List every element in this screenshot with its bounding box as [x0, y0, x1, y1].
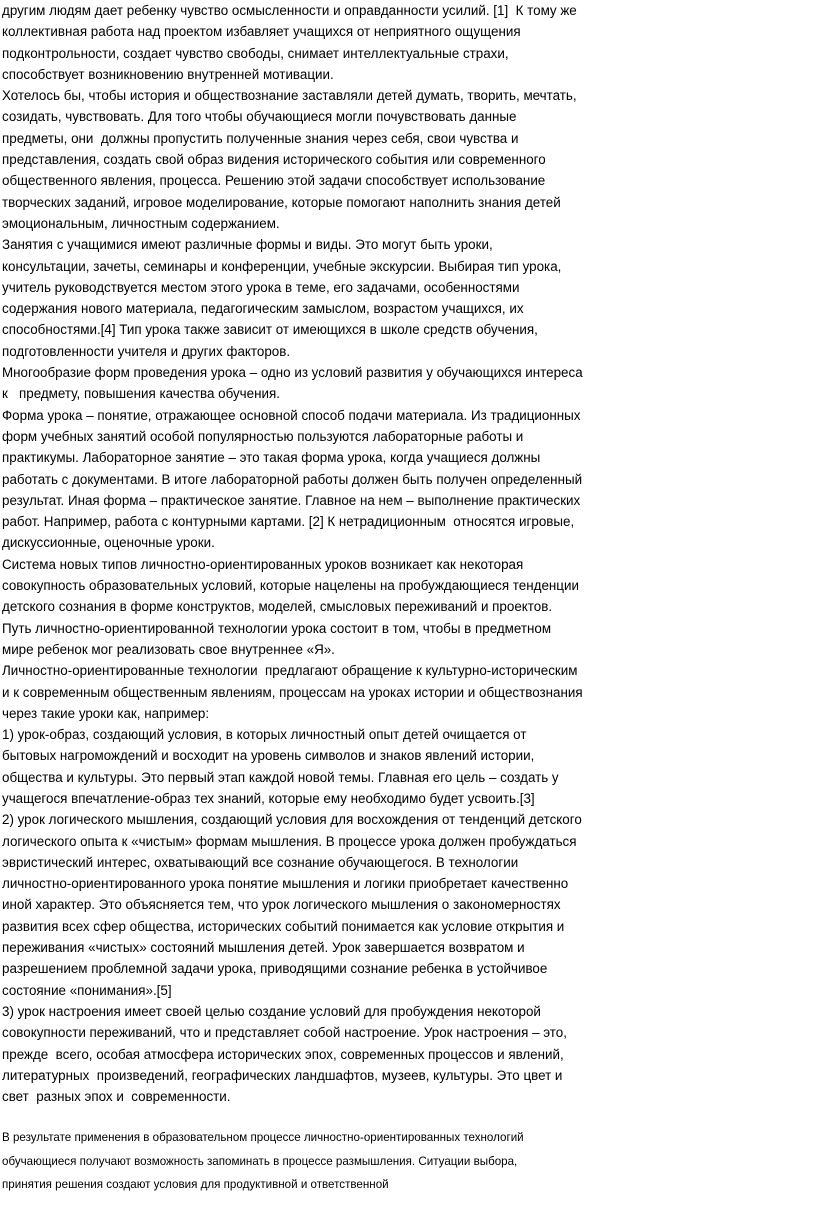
text-line: логического опыта к «чистым» формам мышления. В процессе урока должен пробуждаться: [2, 833, 577, 849]
text-line: консультации, зачеты, семинары и конференции, учебные экскурсии. Выбирая тип урока,: [2, 258, 562, 274]
text-line: учащегося впечатление-образ тех знаний, которые ему необходимо будет усвоить.[3]: [2, 790, 535, 806]
text-line: общественного явления, процесса. Решению этой задачи способствует использование: [2, 173, 546, 189]
closing-paragraph: [2, 1126, 814, 1197]
text-line: через такие уроки как, например:: [2, 705, 210, 721]
text-line: иной характер. Это объясняется тем, что урок логического мышления о закономерностях: [2, 897, 561, 913]
text-line: творческих заданий, игровое моделирование, которые помогают наполнить знания детей: [2, 194, 561, 210]
text-line: личностно-ориентированного урока понятие мышления и логики приобретает качественно: [2, 876, 569, 892]
text-line: созидать, чувствовать. Для того чтобы обучающиеся могли почувствовать данные: [2, 109, 517, 125]
text-line: свет разных эпох и современности.: [2, 1089, 231, 1105]
text-line: Форма урока – понятие, отражающее основной способ подачи материала. Из традиционных: [2, 407, 581, 423]
text-line: содержания нового материала, педагогическим замыслом, возрастом учащихся, их: [2, 301, 524, 317]
text-line: мире ребенок мог реализовать свое внутреннее «Я».: [2, 641, 335, 657]
closing-text-line: В результате применения в образовательном процессе личностно-ориентированных технологий: [2, 1131, 524, 1144]
text-line: Хотелось бы, чтобы история и обществознание заставляли детей думать, творить, мечтать,: [2, 88, 577, 104]
text-line: совокупности переживаний, что и представляет собой настроение. Урок настроения – это,: [2, 1025, 567, 1041]
text-line: практикумы. Лабораторное занятие – это такая форма урока, когда учащиеся должны: [2, 450, 541, 466]
text-line: развития всех сфер общества, исторических событий понимается как условие открытия и: [2, 918, 565, 934]
text-line: Путь личностно-ориентированной технологии урока состоит в том, чтобы в предметном: [2, 620, 552, 636]
text-line: состояние «понимания».[5]: [2, 982, 172, 998]
text-line: предметы, они должны пропустить полученные знания через себя, свои чувства и: [2, 130, 519, 146]
text-line: совокупность образовательных условий, которые нацелены на пробуждающиеся тенденции: [2, 578, 579, 594]
text-line: представления, создать свой образ видения исторического события или современного: [2, 152, 546, 168]
text-line: бытовых нагромождений и восходит на уровень символов и знаков явлений истории,: [2, 748, 535, 764]
text-line: детского сознания в форме конструктов, моделей, смысловых переживаний и проектов.: [2, 599, 553, 615]
text-line: Личностно-ориентированные технологии предлагают обращение к культурно-историческим: [2, 663, 578, 679]
text-line: к предмету, повышения качества обучения.: [2, 386, 280, 402]
text-line: способностями.[4] Тип урока также зависит от имеющихся в школе средств обучения,: [2, 322, 538, 338]
text-line: 1) урок-образ, создающий условия, в которых личностный опыт детей очищается от: [2, 727, 527, 743]
text-line: учитель руководствуется местом этого урока в теме, его задачами, особенностями: [2, 279, 520, 295]
text-line: результат. Иная форма – практическое занятие. Главное на нем – выполнение практических: [2, 492, 581, 508]
text-line: способствует возникновению внутренней мотивации.: [2, 66, 334, 82]
text-line: Система новых типов личностно-ориентированных уроков возникает как некоторая: [2, 556, 524, 572]
text-line: эвристический интерес, охватывающий все сознание обучающегося. В технологии: [2, 854, 519, 870]
text-line: Многообразие форм проведения урока – одно из условий развития у обучающихся интереса: [2, 365, 583, 381]
text-line: разрешением проблемной задачи урока, приводящими сознание ребенка в устойчивое: [2, 961, 548, 977]
text-line: переживания «чистых» состояний мышления детей. Урок завершается возвратом и: [2, 940, 525, 956]
closing-text-line: обучающиеся получают возможность запоминать в процессе размышления. Ситуации выбора,: [2, 1154, 518, 1168]
text-line: общества и культуры. Это первый этап каждой новой темы. Главная его цель – создать у: [2, 769, 559, 785]
document-body-text: [2, 0, 814, 1107]
text-line: форм учебных занятий особой популярностью пользуются лабораторные работы и: [2, 428, 524, 444]
text-line: эмоциональным, личностным содержанием.: [2, 215, 280, 231]
text-line: прежде всего, особая атмосфера исторических эпох, современных процессов и явлений,: [2, 1046, 564, 1062]
text-line: работ. Например, работа с контурными картами. [2] К нетрадиционным относятся игровые,: [2, 514, 575, 530]
closing-text-line: принятия решения создают условия для продуктивной и ответственной: [2, 1178, 389, 1192]
text-line: подконтрольности, создает чувство свободы, снимает интеллектуальные страхи,: [2, 45, 509, 61]
text-line: и к современным общественным явлениям, процессам на уроках истории и обществознания: [2, 684, 583, 700]
text-line: дискуссионные, оценочные уроки.: [2, 535, 215, 551]
text-line: 3) урок настроения имеет своей целью создание условий для пробуждения некоторой: [2, 1003, 541, 1019]
text-line: 2) урок логического мышления, создающий условия для восхождения от тенденций детского: [2, 812, 582, 828]
text-line: литературных произведений, географических ландшафтов, музеев, культуры. Это цвет и: [2, 1067, 563, 1083]
text-line: коллективная работа над проектом избавляет учащихся от неприятного ощущения: [2, 24, 521, 40]
text-line: работать с документами. В итоге лабораторной работы должен быть получен определенный: [2, 471, 583, 487]
text-line: подготовленности учителя и других факторов.: [2, 343, 291, 359]
text-line: другим людям дает ребенку чувство осмысленности и оправданности усилий. [1] К тому же: [2, 3, 577, 18]
text-line: Занятия с учащимися имеют различные формы и виды. Это могут быть уроки,: [2, 237, 493, 253]
